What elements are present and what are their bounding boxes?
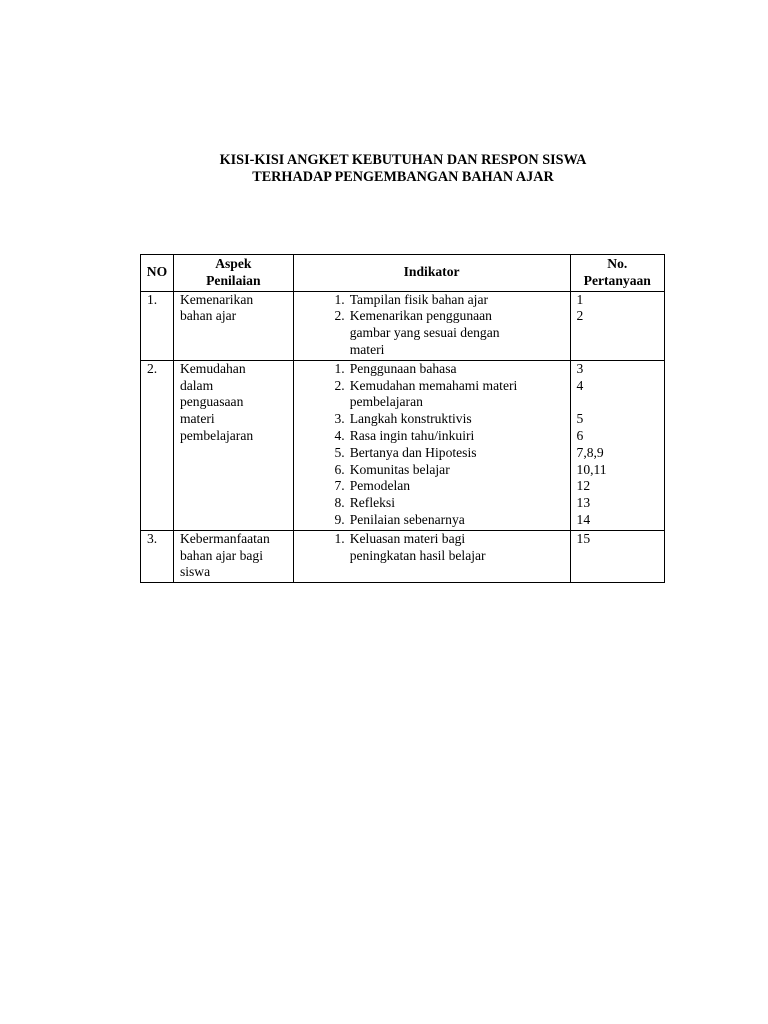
aspek-line: penguasaan [179, 394, 244, 410]
indikator-text [350, 378, 567, 412]
pertanyaan-number: 1 [576, 291, 584, 307]
table-row [141, 291, 665, 360]
indikator-list [300, 531, 567, 565]
pertanyaan-number: 4 [576, 377, 584, 393]
aspek-line: materi [179, 411, 215, 427]
document-title [0, 152, 768, 186]
header-aspek-line-1: Aspek [215, 256, 252, 271]
indikator-text [350, 512, 567, 529]
indikator-text [350, 478, 567, 495]
indikator-text-line: Penilaian sebenarnya [349, 511, 465, 527]
indikator-text-line: Kemenarikan penggunaan [349, 308, 492, 324]
title-line-2: TERHADAP PENGEMBANGAN BAHAN AJAR [252, 169, 554, 185]
aspek-line: bahan ajar [179, 308, 237, 324]
indikator-number: 1. [334, 530, 345, 546]
indikator-item [300, 512, 567, 529]
indikator-item [300, 308, 567, 358]
indikator-number: 6. [334, 461, 345, 477]
indikator-number: 4. [334, 427, 345, 443]
pertanyaan-number: 13 [576, 495, 591, 511]
indikator-number: 7. [334, 478, 345, 494]
pertanyaan-number: 7,8,9 [576, 444, 604, 460]
indikator-number: 3. [334, 411, 345, 427]
indikator-item [300, 361, 567, 378]
indikator-text [350, 531, 567, 565]
indikator-item [300, 378, 567, 412]
indikator-text [350, 428, 567, 445]
indikator-item [300, 445, 567, 462]
indikator-item [300, 292, 567, 309]
indikator-number: 1. [334, 360, 345, 376]
indikator-cell [293, 530, 570, 582]
header-aspek-penilaian [173, 255, 293, 292]
header-no: NO [141, 255, 174, 292]
indikator-number: 2. [334, 308, 345, 324]
aspek-line: Kemudahan [179, 360, 246, 376]
indikator-text-line: Penggunaan bahasa [349, 360, 457, 376]
indikator-text-line: gambar yang sesuai dengan [349, 325, 500, 341]
aspek-line: pembelajaran [179, 427, 254, 443]
pertanyaan-number [577, 394, 661, 411]
indikator-text [350, 411, 567, 428]
indikator-item [300, 462, 567, 479]
indikator-text [350, 445, 567, 462]
header-indikator: Indikator [293, 255, 570, 292]
title-line-1: KISI-KISI ANGKET KEBUTUHAN DAN RESPON SISWA [219, 152, 587, 168]
table-row [141, 360, 665, 530]
indikator-text-line: Kemudahan memahami materi [349, 377, 518, 393]
indikator-text [350, 462, 567, 479]
aspek-line: Kebermanfaatan [179, 530, 270, 546]
indikator-text-line: pembelajaran [349, 394, 423, 410]
indikator-number: 5. [334, 444, 345, 460]
pertanyaan-number: 2 [576, 308, 584, 324]
pertanyaan-number: 10,11 [576, 461, 607, 477]
indikator-text [350, 495, 567, 512]
aspek-cell [173, 530, 293, 582]
indikator-text [350, 308, 567, 358]
indikator-number: 1. [334, 291, 345, 307]
row-number: 1. [141, 291, 174, 360]
aspek-cell [173, 291, 293, 360]
indikator-item [300, 478, 567, 495]
indikator-item [300, 531, 567, 565]
aspek-line: dalam [179, 377, 214, 393]
pertanyaan-number: 5 [576, 411, 584, 427]
indikator-text-line: peningkatan hasil belajar [349, 547, 486, 563]
aspek-cell [173, 360, 293, 530]
indikator-cell [293, 360, 570, 530]
indikator-text-line: Rasa ingin tahu/inkuiri [349, 427, 475, 443]
pertanyaan-number: 15 [576, 530, 591, 546]
kisi-kisi-table [140, 254, 665, 583]
indikator-text-line: Bertanya dan Hipotesis [349, 444, 477, 460]
indikator-list [300, 361, 567, 529]
indikator-text-line: Tampilan fisik bahan ajar [349, 291, 489, 307]
header-no-pertanyaan [570, 255, 664, 292]
indikator-text-line: materi [349, 341, 385, 357]
indikator-number: 9. [334, 511, 345, 527]
indikator-text-line: Pemodelan [349, 478, 411, 494]
indikator-text [350, 361, 567, 378]
table-header-row [141, 255, 665, 292]
pertanyaan-number: 12 [576, 478, 591, 494]
header-pertanyaan-line-2: Pertanyaan [583, 272, 651, 288]
aspek-line: Kemenarikan [179, 291, 254, 307]
indikator-item [300, 428, 567, 445]
indikator-text-line: Langkah konstruktivis [349, 411, 472, 427]
pertanyaan-cell [570, 530, 664, 582]
indikator-text-line: Refleksi [349, 495, 395, 511]
indikator-text [350, 292, 567, 309]
table-row [141, 530, 665, 582]
header-pertanyaan-line-1: No. [607, 256, 628, 271]
aspek-line: siswa [179, 564, 211, 580]
indikator-number: 8. [334, 495, 345, 511]
indikator-cell [293, 291, 570, 360]
pertanyaan-cell [570, 360, 664, 530]
indikator-text-line: Komunitas belajar [349, 461, 450, 477]
indikator-number: 2. [334, 377, 345, 393]
row-number: 3. [141, 530, 174, 582]
row-number: 2. [141, 360, 174, 530]
header-aspek-line-2: Penilaian [206, 272, 261, 288]
indikator-list [300, 292, 567, 359]
pertanyaan-number: 6 [576, 427, 584, 443]
indikator-item [300, 495, 567, 512]
aspek-line: bahan ajar bagi [179, 547, 263, 563]
pertanyaan-number: 14 [576, 511, 591, 527]
indikator-item [300, 411, 567, 428]
indikator-text-line: Keluasan materi bagi [349, 530, 466, 546]
pertanyaan-cell [570, 291, 664, 360]
pertanyaan-number: 3 [576, 360, 584, 376]
